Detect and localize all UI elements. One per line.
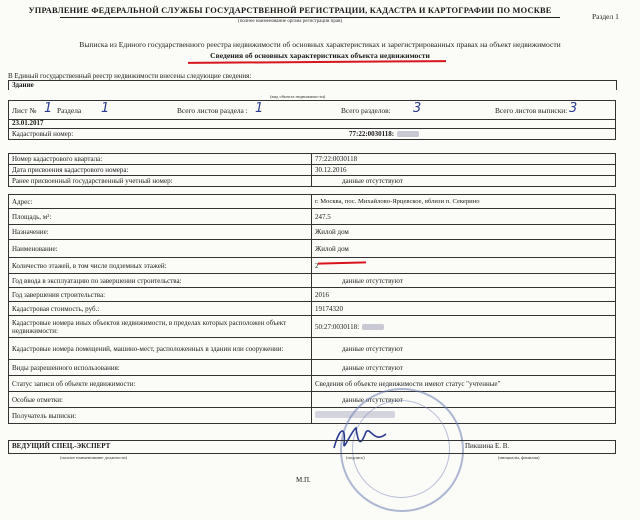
cadastral-value: 77:22:0030118:: [349, 130, 419, 138]
table-row: [9, 360, 616, 376]
object-type: Здание: [8, 80, 617, 90]
table-row: [9, 376, 616, 392]
organization-underline: [60, 17, 560, 18]
row-label: Статус записи об объекте недвижимости:: [9, 376, 312, 392]
object-type-caption: (вид объекта недвижимости): [270, 94, 326, 99]
row-label: Год ввода в эксплуатацию по завершении строительства:: [9, 274, 312, 288]
table-row: [9, 316, 616, 338]
organization-name: УПРАВЛЕНИЕ ФЕДЕРАЛЬНОЙ СЛУЖБЫ ГОСУДАРСТВЕННОЙ РЕГИСТРАЦИИ, КАДАСТРА И КАРТОГРАФИИ ПО МОСКВЕ: [28, 6, 552, 15]
object-characteristics-table: [8, 153, 616, 424]
row-label: Получатель выписки:: [9, 408, 312, 424]
total-extract-sheets-label: Всего листов выписки:: [495, 106, 568, 115]
row-value: данные отсутствуют: [312, 274, 616, 288]
table-row: [9, 274, 616, 288]
row-value: 50:27:0030118:: [312, 316, 616, 338]
cadastral-label: Кадастровый номер:: [12, 130, 74, 138]
row-value: г. Москва, пос. Михайлово-Ярцевское, вблизи п. Секерино: [312, 195, 616, 209]
row-label: Год завершения строительства:: [9, 288, 312, 302]
row-value: 30.12.2016: [312, 165, 616, 176]
row-value: Сведения об объекте недвижимости имеют статус "учтенные": [312, 376, 616, 392]
red-highlight-underline: [188, 60, 446, 64]
signer-name: Пикшина Е. В.: [465, 442, 510, 450]
total-sections-label: Всего разделов:: [341, 106, 391, 115]
redacted-mark: [397, 131, 419, 137]
intro-text: В Единый государственный реестр недвижимости внесены следующие сведения:: [8, 72, 252, 80]
extract-date: 23.01.2017: [12, 119, 44, 127]
section-value: 1: [101, 101, 110, 116]
table-row: [9, 258, 616, 274]
table-row: [9, 302, 616, 316]
row-label: Дата присвоения кадастрового номера:: [9, 165, 312, 176]
row-value: данные отсутствуют: [312, 338, 616, 360]
signer-position: ВЕДУЩИЙ СПЕЦ.-ЭКСПЕРТ: [12, 442, 111, 450]
row-value: Жилой дом: [312, 225, 616, 240]
section-number: Раздел 1: [592, 12, 619, 21]
row-value: данные отсутствуют: [312, 392, 616, 408]
row-label: Кадастровые номера помещений, машино-мест, расположенных в здании или сооружении:: [9, 338, 312, 360]
row-value: 77:22:0030118: [312, 154, 616, 165]
cadastral-number-row: [8, 129, 616, 140]
total-sections-value: 3: [413, 101, 422, 116]
row-value: данные отсутствуют: [312, 360, 616, 376]
row-value: 247.5: [312, 209, 616, 225]
table-row: [9, 154, 616, 165]
table-row: [9, 338, 616, 360]
table-row: [9, 240, 616, 258]
signature-row: [8, 440, 616, 454]
extract-title: Выписка из Единого государственного реестра недвижимости об основных характеристиках и зарегистрированных правах на объект недвижимости: [79, 40, 561, 49]
total-extract-sheets-value: 3: [569, 101, 578, 116]
row-label: Адрес:: [9, 195, 312, 209]
signature-caption: (подпись): [346, 455, 365, 460]
table-row: [9, 176, 616, 187]
row-label: Особые отметки:: [9, 392, 312, 408]
table-row: [9, 392, 616, 408]
table-row: [9, 225, 616, 240]
extract-date-row: [8, 119, 616, 129]
seal-place-mark: М.П.: [296, 476, 311, 484]
row-label: Площадь, м²:: [9, 209, 312, 225]
row-label: Ранее присвоенный государственный учетный номер:: [9, 176, 312, 187]
position-caption: (полное наименование должности): [60, 455, 127, 460]
table-row: [9, 408, 616, 424]
row-label: Назначение:: [9, 225, 312, 240]
redacted-mark: [362, 324, 384, 330]
row-label: Номер кадастрового квартала:: [9, 154, 312, 165]
row-value: 2016: [312, 288, 616, 302]
table-row: [9, 288, 616, 302]
section-label: Раздела: [57, 106, 82, 115]
total-section-sheets-label: Всего листов раздела :: [177, 106, 248, 115]
row-value: Жилой дом: [312, 240, 616, 258]
row-label: Наименование:: [9, 240, 312, 258]
sheet-value: 1: [44, 101, 53, 116]
row-value: 2: [312, 258, 616, 274]
extract-subtitle: Сведения об основных характеристиках объекта недвижимости: [210, 51, 430, 60]
row-label: Виды разрешенного использования:: [9, 360, 312, 376]
row-label: Кадастровые номера иных объектов недвижимости, в пределах которых расположен объект недвижимости:: [9, 316, 312, 338]
row-value: данные отсутствуют: [312, 176, 616, 187]
row-label: Кадастровая стоимость, руб.:: [9, 302, 312, 316]
organization-caption: (полное наименование органа регистрации прав): [237, 19, 343, 24]
row-label: Количество этажей, в том числе подземных этажей:: [9, 258, 312, 274]
table-row: [9, 165, 616, 176]
sheet-info-row: [8, 100, 616, 120]
name-caption: (инициалы, фамилия): [498, 455, 540, 460]
table-row: [9, 195, 616, 209]
sheet-label: Лист №: [12, 106, 37, 115]
table-row: [9, 209, 616, 225]
total-section-sheets-value: 1: [255, 101, 264, 116]
row-value: 19174320: [312, 302, 616, 316]
